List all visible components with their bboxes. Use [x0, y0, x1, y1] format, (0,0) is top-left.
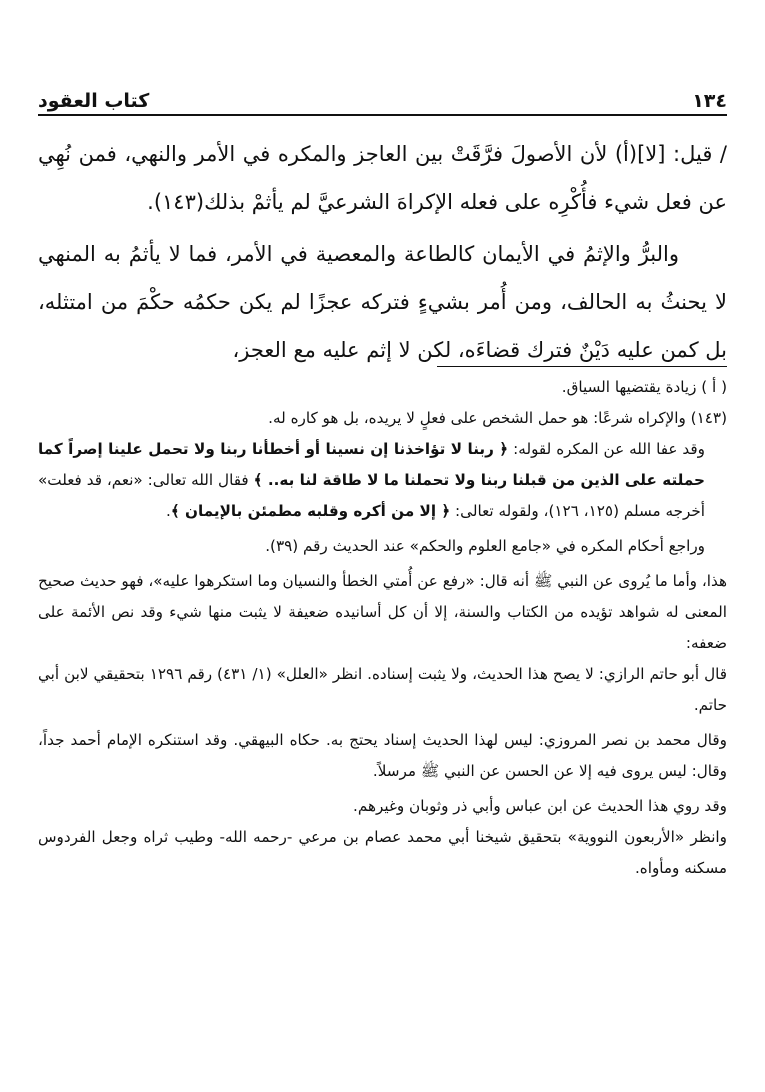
footnote-143-nawawi: وانظر «الأربعون النووية» بتحقيق شيخنا أبي محمد عصام بن مرعي -رحمه الله- وطيب ثراه وجعل الفردوس مسكنه ومأواه.: [38, 828, 727, 877]
footnote-143-hadith: هذا، وأما ما يُروى عن النبي ﷺ أنه قال: «رفع عن أُمتي الخطأ والنسيان وما استكرهوا عليه»، فهو حديث صحيح المعنى له شواهد تؤيده من الكتاب والسنة، إلا أن كل أسانيده ضعيفة لا يثبت منها شيء وقد نص الأئمة على ضعفه:: [38, 572, 727, 652]
main-paragraph-1: / قيل: [لا](أ) لأن الأصولَ فرَّقَتْ بين العاجز والمكره في الأمر والنهي، فمن نُهِي عن فعل شيء فأُكْرِه على فعله الإكراهَ الشرعيَّ لم يأثمْ بذلك(١٤٣).: [38, 142, 727, 214]
footnote-143-quran-paragraph: [38, 434, 727, 527]
footnote-143-marwazi: وقال محمد بن نصر المروزي: ليس لهذا الحديث إسناد يحتج به. حكاه البيهقي. وقد استنكره الإمام أحمد جداً، وقال: ليس يروى فيه إلا عن الحسن عن النبي ﷺ مرسلاً.: [38, 731, 727, 780]
footnote-text: فقال الله تعالى: «نعم، قد فعلت» أخرجه مسلم (١٢٥، ١٢٦)، ولقوله تعالى:: [38, 471, 705, 520]
main-text: [38, 130, 727, 374]
footnotes: [38, 372, 727, 884]
header-rule: [38, 114, 727, 116]
footnote-143-abu-hatim: قال أبو حاتم الرازي: لا يصح هذا الحديث، ولا يثبت إسناده. انظر «العلل» (١/ ٤٣١) رقم ١٢٩٦ بتحقيقي لابن أبي حاتم.: [38, 665, 728, 714]
footnote-a: ( أ ) زيادة يقتضيها السياق.: [561, 378, 727, 396]
book-title: كتاب العقود: [38, 90, 150, 112]
footnote-text: وقد عفا الله عن المكره لقوله:: [508, 440, 705, 458]
main-paragraph-2: والبرُّ والإثمُ في الأيمان كالطاعة والمعصية في الأمر، فما لا يأثمُ به المنهي لا يحنثُ به الحالف، ومن أُمر بشيءٍ فتركه عجزًا لم يكن حكمُه حكْمَ من امتثله، بل كمن عليه دَيْنٌ فترك قضاءَه، لكن لا إثم عليه مع العجز،: [38, 242, 727, 362]
quran-verse-1: ﴿ ربنا لا تؤاخذنا إن نسينا أو أخطأنا ربنا ولا تحمل علينا إصراً كما حملته على الذين من قبلنا ربنا ولا تحملنا ما لا طاقة لنا به.. ﴾: [38, 440, 705, 489]
footnote-143-reference: وراجع أحكام المكره في «جامع العلوم والحكم» عند الحديث رقم (٣٩).: [265, 537, 705, 555]
footnote-143-narrators: وقد روي هذا الحديث عن ابن عباس وأبي ذر وثوبان وغيرهم.: [353, 797, 727, 815]
footnote-text: .: [166, 502, 171, 520]
footnote-143: (١٤٣) والإكراه شرعًا: هو حمل الشخص على فعلٍ لا يريده، بل هو كاره له.: [268, 409, 727, 427]
running-header: [38, 84, 727, 112]
quran-verse-2: ﴿ إلا من أكره وقلبه مطمئن بالإيمان ﴾: [170, 502, 451, 520]
footnote-separator: [437, 366, 727, 367]
page-number: ١٣٤: [692, 90, 727, 112]
